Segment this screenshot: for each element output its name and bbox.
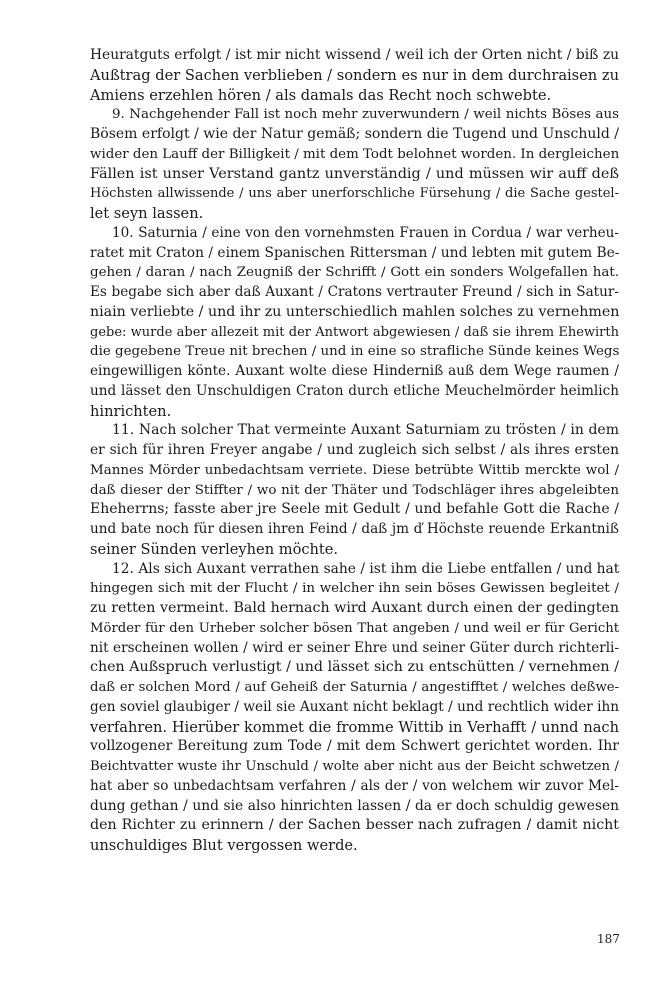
text-line: die gegebene Treue nit brechen / und in eine so strafliche Sünde keines Wegs xyxy=(90,344,620,360)
text-line: 9. Nachgehender Fall ist noch mehr zuverwundern / weil nichts Böses aus xyxy=(112,107,619,123)
page-body xyxy=(90,46,619,856)
paragraph xyxy=(90,224,619,422)
text-line: 11. Nach solcher That vermeinte Auxant Saturniam zu trösten / in dem xyxy=(112,422,619,439)
text-line: chen Außspruch verlustigt / und lässet sich zu entschütten / vernehmen / xyxy=(90,659,619,676)
paragraph xyxy=(90,46,619,105)
text-line: und bate noch für diesen ihren Feind / daß jm ď Höchste reuende Erkantniß xyxy=(90,521,619,537)
text-line: den Richter zu erinnern / der Sachen besser nach zufragen / damit nicht xyxy=(90,817,619,834)
page-number: 187 xyxy=(597,932,620,946)
text-line: niain verliebte / und ihr zu unterschiedlich mahlen solches zu vernehmen xyxy=(90,303,620,320)
text-line: ratet mit Craton / einem Spanischen Rittersman / und lebten mit gutem Be- xyxy=(90,244,620,261)
text-line: verfahren. Hierüber kommet die fromme Wittib in Verhafft / unnd nach xyxy=(90,718,619,736)
text-line: Mannes Mörder unbedachtsam verriete. Diese betrübte Wittib merckte wol / xyxy=(90,462,619,478)
text-line: nit erscheinen wollen / wird er seiner Ehre und seiner Güter durch richterli- xyxy=(90,639,619,656)
text-line: Beichtvatter wuste ihr Unschuld / wolte aber nicht aus der Beicht schwetzen / xyxy=(90,759,619,774)
text-line: vollzogener Bereitung zum Tode / mit dem Schwert gerichtet worden. Ihr xyxy=(90,738,619,755)
text-line: daß dieser der Stiffter / wo nit der Thäter und Todschläger ihres abgeleibten xyxy=(90,482,619,498)
text-line: Höchsten allwissende / uns aber unerforschliche Fürsehung / die Sache gestel- xyxy=(90,186,619,202)
text-line: gebe: wurde aber allezeit mit der Antwort abgewiesen / daß sie ihrem Ehewirth xyxy=(90,324,619,340)
paragraph xyxy=(90,105,619,224)
text-line: seiner Sünden verleyhen möchte. xyxy=(90,540,339,558)
paragraph xyxy=(90,421,619,559)
text-line: er sich für ihren Freyer angabe / und zugleich sich selbst / als ihres ersten xyxy=(90,442,619,458)
text-line: gen soviel glaubiger / weil sie Auxant nicht beklagt / und rechtlich wider ihn xyxy=(90,698,619,715)
text-line: wider den Lauff der Billigkeit / mit dem Todt belohnet worden. In dergleichen xyxy=(90,146,620,162)
text-line: zu retten vermeint. Bald hernach wird Auxant durch einen der gedingten xyxy=(90,600,619,616)
text-line: und lässet den Unschuldigen Craton durch etliche Meuchelmörder heimlich xyxy=(90,382,619,399)
text-line: unschuldiges Blut vergossen werde. xyxy=(90,837,358,854)
text-line: 12. Als sich Auxant verrathen sahe / ist ihm die Liebe entfallen / und hat xyxy=(112,560,620,577)
text-line: Amiens erzehlen hören / als damals das Recht noch schwebte. xyxy=(90,86,552,104)
text-line: dung gethan / und sie also hinrichten lassen / da er doch schuldig gewesen xyxy=(90,797,619,814)
text-line: 10. Saturnia / eine von den vornehmsten Frauen in Cordua / war verheu- xyxy=(112,224,619,241)
text-line: hat aber so unbedachtsam verfahren / als der / von welchem wir zuvor Mel- xyxy=(90,777,619,794)
text-line: Bösem erfolgt / wie der Natur gemäß; sondern die Tugend und Unschuld / xyxy=(90,126,619,142)
text-line: Fällen ist unser Verstand gantz unverständig / und müssen wir auff deß xyxy=(90,165,619,182)
text-line: eingewilligen könte. Auxant wolte diese Hinderniß auß dem Wege raumen / xyxy=(90,363,619,379)
text-line: gehen / daran / nach Zeugniß der Schrifft / Gott ein sonders Wolgefallen hat. xyxy=(90,265,619,281)
paragraph xyxy=(90,560,619,856)
text-line: daß er solchen Mord / auf Geheiß der Saturnia / angestifftet / welches deßwe- xyxy=(90,680,619,695)
text-line: let seyn lassen. xyxy=(90,205,204,222)
text-line: hingegen sich mit der Flucht / in welcher ihn sein böses Gewissen begleitet / xyxy=(90,581,619,597)
text-line: Eheherrns; fasste aber jre Seele mit Gedult / und befahle Gott die Rache / xyxy=(90,501,619,518)
text-line: Heuratguts erfolgt / ist mir nicht wissend / weil ich der Orten nicht / biß zu xyxy=(90,47,619,63)
text-line: Es begabe sich aber daß Auxant / Cratons vertrauter Freund / sich in Satur- xyxy=(90,284,619,300)
text-line: Mörder für den Urheber solcher bösen That angeben / und weil er für Gericht xyxy=(90,620,619,636)
text-line: Außtrag der Sachen verblieben / sondern es nur in dem durchraisen zu xyxy=(90,66,619,84)
text-line: hinrichten. xyxy=(90,402,172,420)
